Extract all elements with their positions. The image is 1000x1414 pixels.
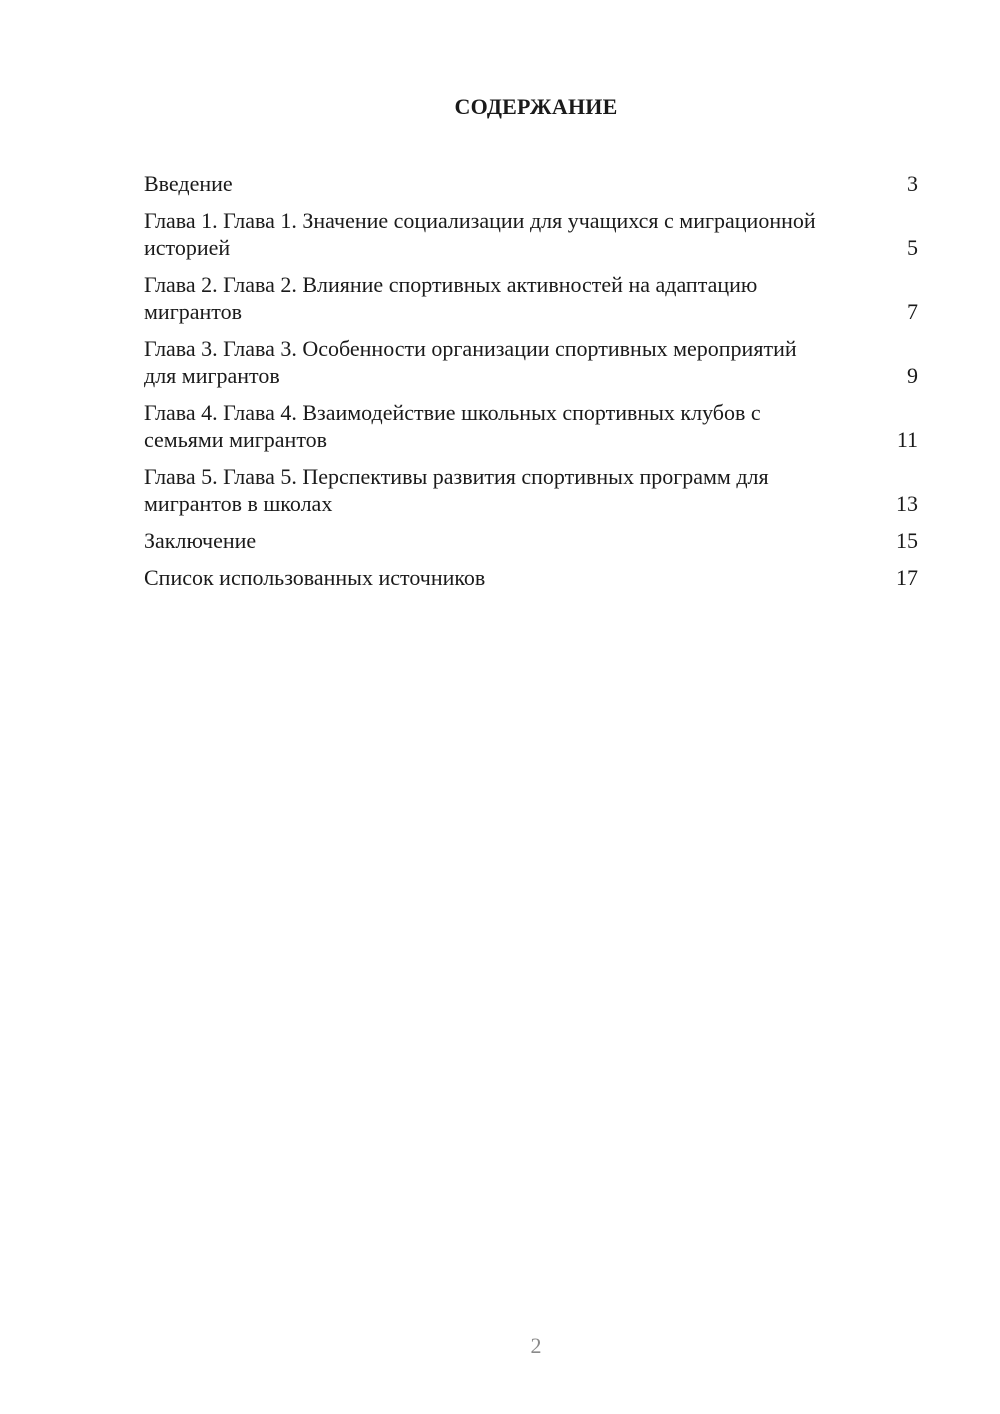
toc-entry-page: 13 (896, 491, 918, 516)
table-of-contents (144, 170, 918, 601)
toc-entry-text: Глава 3. Глава 3. Особенности организации спортивных мероприятий для мигрантов (144, 336, 797, 388)
page-number: 2 (530, 1333, 542, 1358)
toc-entry-conclusion[interactable] (144, 527, 918, 554)
toc-entry-references[interactable] (144, 564, 918, 591)
toc-entry-chapter-1[interactable] (144, 207, 918, 261)
toc-entry-chapter-4[interactable] (144, 399, 918, 453)
toc-entry-page: 3 (907, 171, 918, 196)
toc-entry-text: Заключение (144, 528, 257, 553)
toc-entry-text: Глава 1. Глава 1. Значение социализации для учащихся с миграционной историей (144, 208, 816, 260)
toc-entry-chapter-3[interactable] (144, 335, 918, 389)
toc-entry-text: Глава 4. Глава 4. Взаимодействие школьных спортивных клубов с семьями мигрантов (144, 400, 761, 452)
toc-entry-page: 15 (896, 528, 918, 553)
toc-entry-page: 5 (907, 235, 918, 260)
toc-entry-text: Глава 2. Глава 2. Влияние спортивных активностей на адаптацию мигрантов (144, 272, 758, 324)
toc-entry-page: 7 (907, 299, 918, 324)
toc-entry-chapter-2[interactable] (144, 271, 918, 325)
toc-entry-text: Глава 5. Глава 5. Перспективы развития спортивных программ для мигрантов в школах (144, 464, 769, 516)
toc-entry-text: Введение (144, 171, 233, 196)
toc-entry-page: 17 (896, 565, 918, 590)
toc-entry-text: Список использованных источников (144, 565, 486, 590)
toc-entry-chapter-5[interactable] (144, 463, 918, 517)
toc-entry-page: 11 (896, 427, 918, 452)
page-title: СОДЕРЖАНИЕ (454, 94, 618, 119)
toc-entry-page: 9 (907, 363, 918, 388)
toc-entry-introduction[interactable] (144, 170, 918, 197)
